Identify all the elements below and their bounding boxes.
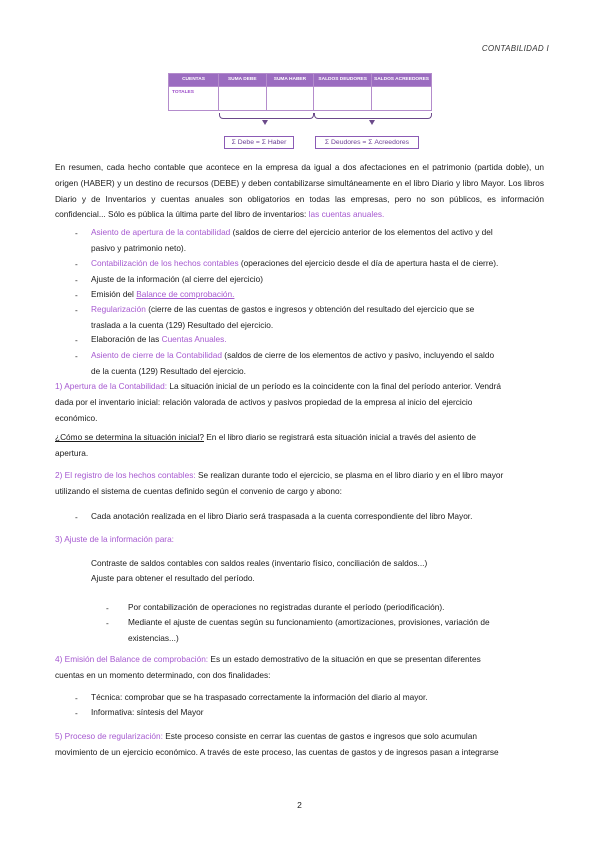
section-text: económico.	[55, 412, 98, 423]
list-item	[91, 287, 546, 303]
intro-paragraph	[55, 160, 544, 223]
table-header-cell: SUMA HABER	[266, 74, 314, 87]
section-text: utilizando el sistema de cuentas definido según el convenio de cargo y abono:	[55, 485, 342, 496]
list-item	[91, 225, 546, 257]
list-item	[91, 272, 546, 288]
table-cell	[266, 87, 314, 111]
step-title: Contabilización de los hechos contables	[91, 258, 239, 268]
section-title: 2) El registro de los hechos contables:	[55, 470, 196, 480]
balance-link[interactable]: Balance de comprobación.	[136, 289, 235, 299]
list-item	[91, 332, 546, 348]
brace-debe-haber	[219, 113, 314, 119]
list-dash: -	[75, 305, 78, 315]
table-cell	[372, 87, 432, 111]
step-text: Emisión del	[91, 289, 137, 299]
intro-text: En resumen, cada hecho contable que acontece en la empresa da igual a dos afectaciones en el patrimonio (partida doble), un origen (HABER) y un destino de recursos (DEBE) y deben contabilizarse simultáneamente en el libro Diario y libro Mayor. Los libros Diario y de Inventarios y cuentas anuales son obligatorios en todas las empresas, pero no son públicos, es información confidencial... Sólo es pública la última parte del libro de inventarios:	[55, 162, 544, 220]
intro-highlight: las cuentas anuales.	[308, 209, 385, 220]
totals-label: TOTALES	[169, 87, 219, 111]
list-dash: -	[75, 708, 78, 718]
list-dash: -	[106, 603, 109, 613]
equation-debe-haber: Σ Debe = Σ Haber	[224, 136, 294, 149]
list-dash: -	[75, 512, 78, 522]
list-dash: -	[75, 290, 78, 300]
table-header-cell: SUMA DEBE	[218, 74, 266, 87]
section-apertura	[55, 379, 544, 426]
section-text: La situación inicial de un período es la coincidente con la final del período anterior. Vendrá	[167, 381, 502, 391]
list-item	[128, 615, 546, 647]
list-item	[91, 302, 546, 334]
balance-table	[168, 73, 432, 111]
step-text-cont: de la cuenta (129) Resultado del ejercicio.	[91, 365, 246, 376]
list-dash: -	[75, 228, 78, 238]
list-item: Informativa: síntesis del Mayor	[91, 707, 204, 717]
section-title: 3) Ajuste de la información para:	[55, 534, 174, 544]
question-paragraph	[55, 430, 544, 462]
list-dash: -	[75, 335, 78, 345]
section-title: 4) Emisión del Balance de comprobación:	[55, 654, 209, 664]
arrow-down-icon	[369, 120, 375, 125]
section-text: Contraste de saldos contables con saldos reales (inventario físico, conciliación de saldos...)	[91, 558, 428, 568]
section-title: 5) Proceso de regularización:	[55, 731, 163, 741]
section-title: 1) Apertura de la Contabilidad:	[55, 381, 168, 391]
table-cell	[314, 87, 372, 111]
step-text: (saldos de cierre de los elementos de activo y pasivo, incluyendo el saldo	[222, 350, 495, 360]
section-text: existencias...)	[128, 632, 179, 643]
section-regularizacion	[55, 729, 544, 761]
list-dash: -	[106, 618, 109, 628]
table-header-cell: CUENTAS	[169, 74, 219, 87]
section-text: Este proceso consiste en cerrar las cuentas de gastos e ingresos que solo acumulan	[162, 731, 477, 741]
section-text: Ajuste para obtener el resultado del período.	[91, 573, 255, 583]
table-header-cell: SALDOS ACREEDORES	[372, 74, 432, 87]
table-row	[169, 87, 432, 111]
step-text-cont: pasivo y patrimonio neto).	[91, 242, 187, 253]
section-balance	[55, 652, 544, 684]
equation-deudores-acreedores: Σ Deudores = Σ Acreedores	[315, 136, 419, 149]
step-text-cont: traslada a la cuenta (129) Resultado del ejercicio.	[91, 319, 274, 330]
brace-deudores-acreedores	[314, 113, 432, 119]
table-header-row	[169, 74, 432, 87]
list-item	[91, 348, 546, 380]
list-item: Por contabilización de operaciones no registradas durante el período (periodificación).	[128, 602, 445, 612]
section-registro	[55, 468, 544, 500]
step-text: Ajuste de la información (al cierre del ejercicio)	[91, 274, 264, 284]
list-dash: -	[75, 259, 78, 269]
list-dash: -	[75, 351, 78, 361]
section-text: apertura.	[55, 447, 89, 458]
section-text: cuentas en un momento determinado, con dos finalidades:	[55, 669, 271, 680]
step-title: Regularización	[91, 304, 146, 314]
list-item	[91, 256, 546, 272]
step-text: (cierre de las cuentas de gastos e ingresos y obtención del resultado del ejercicio que se	[145, 304, 475, 314]
table-cell	[218, 87, 266, 111]
list-item: Cada anotación realizada en el libro Diario será traspasada a la cuenta correspondiente del libro Mayor.	[91, 511, 473, 521]
section-text: dada por el inventario inicial: relación valorada de activos y pasivos propiedad de la empresa al inicio del ejercicio	[55, 396, 473, 407]
step-text: (operaciones del ejercicio desde el día de apertura hasta el de cierre).	[238, 258, 499, 268]
section-text: En el libro diario se registrará esta situación inicial a través del asiento de	[203, 432, 477, 442]
list-dash: -	[75, 693, 78, 703]
step-title: Asiento de apertura de la contabilidad	[91, 227, 231, 237]
question-text: ¿Cómo se determina la situación inicial?	[55, 432, 204, 442]
list-dash: -	[75, 275, 78, 285]
section-text: Es un estado demostrativo de la situación en que se presentan diferentes	[208, 654, 481, 664]
section-text: Mediante el ajuste de cuentas según su funcionamiento (amortizaciones, provisiones, variación de	[128, 617, 490, 627]
step-title: Cuentas Anuales.	[161, 334, 227, 344]
table-header-cell: SALDOS DEUDORES	[314, 74, 372, 87]
list-item: Técnica: comprobar que se ha traspasado correctamente la información del diario al mayor.	[91, 692, 428, 702]
page-number: 2	[297, 800, 302, 810]
section-text: movimiento de un ejercicio económico. A través de este proceso, las cuentas de gastos y de ingresos pasan a integrarse	[55, 746, 499, 757]
running-header: CONTABILIDAD I	[481, 44, 549, 53]
arrow-down-icon	[262, 120, 268, 125]
section-text: Se realizan durante todo el ejercicio, se plasma en el libro diario y en el libro mayor	[195, 470, 504, 480]
step-title: Asiento de cierre de la Contabilidad	[91, 350, 222, 360]
step-text: Elaboración de las	[91, 334, 162, 344]
step-text: (saldos de cierre del ejercicio anterior de los elementos del activo y del	[230, 227, 493, 237]
